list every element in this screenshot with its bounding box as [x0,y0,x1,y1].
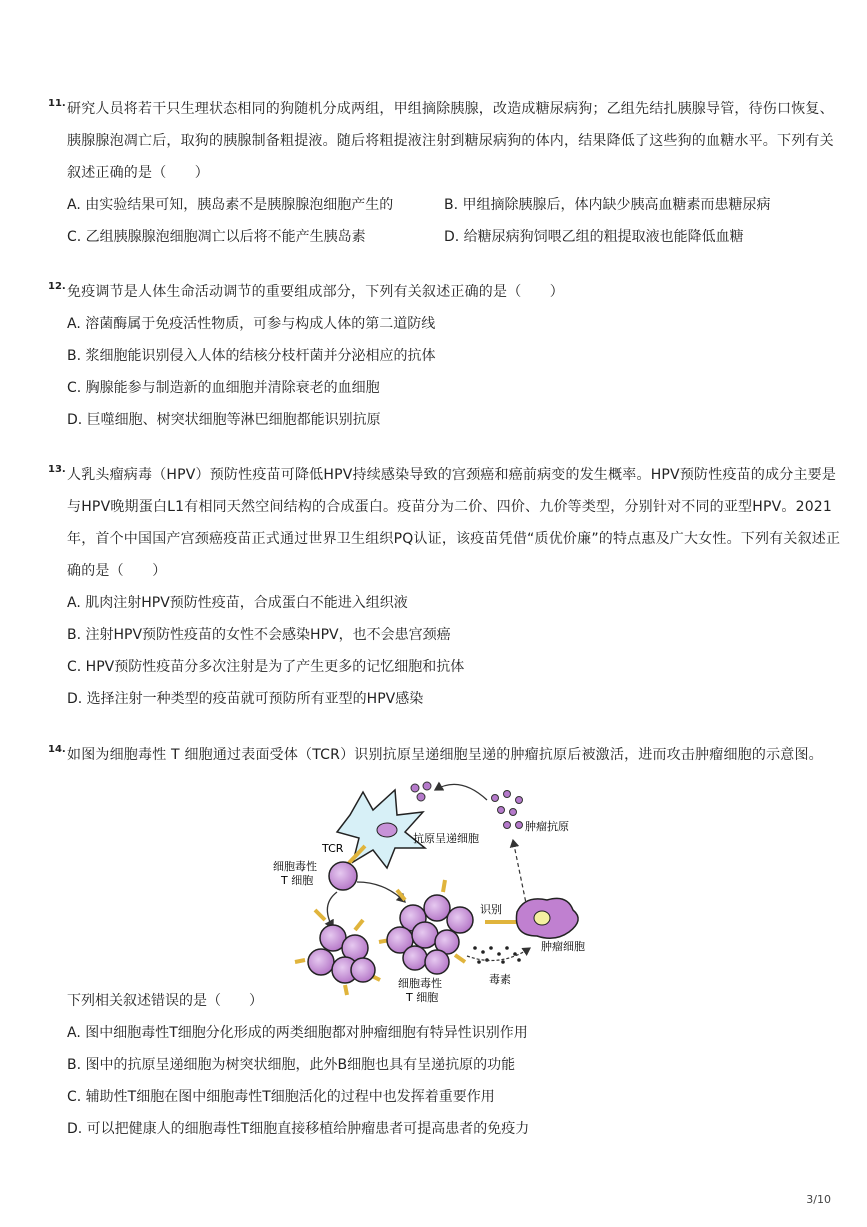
question-text-line: 年，首个中国国产宫颈癌疫苗正式通过世界卫生组织PQ认证，该疫苗凭借“质优价廉”的特点惠及广大女性。下列有关叙述正 [67,531,841,547]
question-number: 11. [48,98,66,109]
tumor-antigen-label: 肿瘤抗原 [525,820,569,833]
ctl-label-line1: 细胞毒性 [273,860,317,873]
option-a[interactable]: A. 由实验结果可知，胰岛素不是胰腺腺泡细胞产生的 [67,197,394,213]
naive-tcell [329,862,357,890]
question-text-line: 如图为细胞毒性 T 细胞通过表面受体（TCR）识别抗原呈递细胞呈递的肿瘤抗原后被激活，进而攻击肿瘤细胞的示意图。 [67,747,823,763]
option-c[interactable]: C. 辅助性T细胞在图中细胞毒性T细胞活化的过程中也发挥着重要作用 [67,1089,495,1105]
apc-label: 抗原呈递细胞 [413,832,479,845]
antigen-presenting-cell [337,782,431,868]
question-14-prompt: 下列相关叙述错误的是（ ） [67,993,263,1009]
question-number: 14. [48,744,66,755]
option-b[interactable]: B. 图中的抗原呈递细胞为树突状细胞，此外B细胞也具有呈递抗原的功能 [67,1057,516,1073]
effector-label-line2: T 细胞 [406,991,439,1004]
option-a[interactable]: A. 溶菌酶属于免疫活性物质，可参与构成人体的第二道防线 [67,316,436,332]
recognize-label: 识别 [480,903,502,916]
tcell-diagram [255,770,625,1010]
ctl-label-line2: T 细胞 [281,874,314,887]
option-c[interactable]: C. 胸腺能参与制造新的血细胞并清除衰老的血细胞 [67,380,380,396]
question-text-line: 免疫调节是人体生命活动调节的重要组成部分，下列有关叙述正确的是（ ） [67,284,564,300]
option-d[interactable]: D. 选择注射一种类型的疫苗就可预防所有亚型的HPV感染 [67,691,424,707]
effector-tcell-cluster [379,880,517,974]
tumor-cell [516,898,578,938]
question-number: 13. [48,464,66,475]
question-number: 12. [48,281,66,292]
question-text-line: 叙述正确的是（ ） [67,165,209,181]
toxin-dots [473,946,521,964]
uptake-arrow [435,784,487,800]
option-c[interactable]: C. HPV预防性疫苗分多次注射是为了产生更多的记忆细胞和抗体 [67,659,465,675]
memory-tcell-cluster [295,910,380,995]
tumor-cell-label: 肿瘤细胞 [541,940,585,953]
option-a[interactable]: A. 图中细胞毒性T细胞分化形成的两类细胞都对肿瘤细胞有特异性识别作用 [67,1025,528,1041]
question-text-line: 胰腺腺泡凋亡后，取狗的胰腺制备粗提液。随后将粗提液注射到糖尿病狗的体内，结果降低了这些狗的血糖水平。下列有关 [67,133,834,149]
option-b[interactable]: B. 注射HPV预防性疫苗的女性不会感染HPV，也不会患宫颈癌 [67,627,451,643]
option-d[interactable]: D. 巨噬细胞、树突状细胞等淋巴细胞都能识别抗原 [67,412,381,428]
question-text-line: 人乳头瘤病毒（HPV）预防性疫苗可降低HPV持续感染导致的宫颈癌和癌前病变的发生概率。HPV预防性疫苗的成分主要是 [67,467,837,483]
release-arrow [513,840,527,908]
option-d[interactable]: D. 给糖尿病狗饲喂乙组的粗提取液也能降低血糖 [444,229,744,245]
option-b[interactable]: B. 浆细胞能识别侵入人体的结核分枝杆菌并分泌相应的抗体 [67,348,436,364]
option-c[interactable]: C. 乙组胰腺腺泡细胞凋亡以后将不能产生胰岛素 [67,229,366,245]
effector-label-line1: 细胞毒性 [398,977,442,990]
page-number: 3/10 [806,1193,831,1206]
option-a[interactable]: A. 肌肉注射HPV预防性疫苗，合成蛋白不能进入组织液 [67,595,408,611]
question-text-line: 与HPV晚期蛋白L1有相同天然空间结构的合成蛋白。疫苗分为二价、四价、九价等类型，分别针对不同的亚型HPV。2021 [67,499,833,515]
option-b[interactable]: B. 甲组摘除胰腺后，体内缺少胰高血糖素而患糖尿病 [444,197,771,213]
question-text-line: 确的是（ ） [67,563,167,579]
option-d[interactable]: D. 可以把健康人的细胞毒性T细胞直接移植给肿瘤患者可提高患者的免疫力 [67,1121,530,1137]
question-text-line: 研究人员将若干只生理状态相同的狗随机分成两组，甲组摘除胰腺，改造成糖尿病狗；乙组先结扎胰腺导管，待伤口恢复、 [67,101,834,117]
toxin-label: 毒素 [489,973,511,986]
tumor-antigen-cluster [492,791,523,829]
tcr-label: TCR [322,842,344,855]
